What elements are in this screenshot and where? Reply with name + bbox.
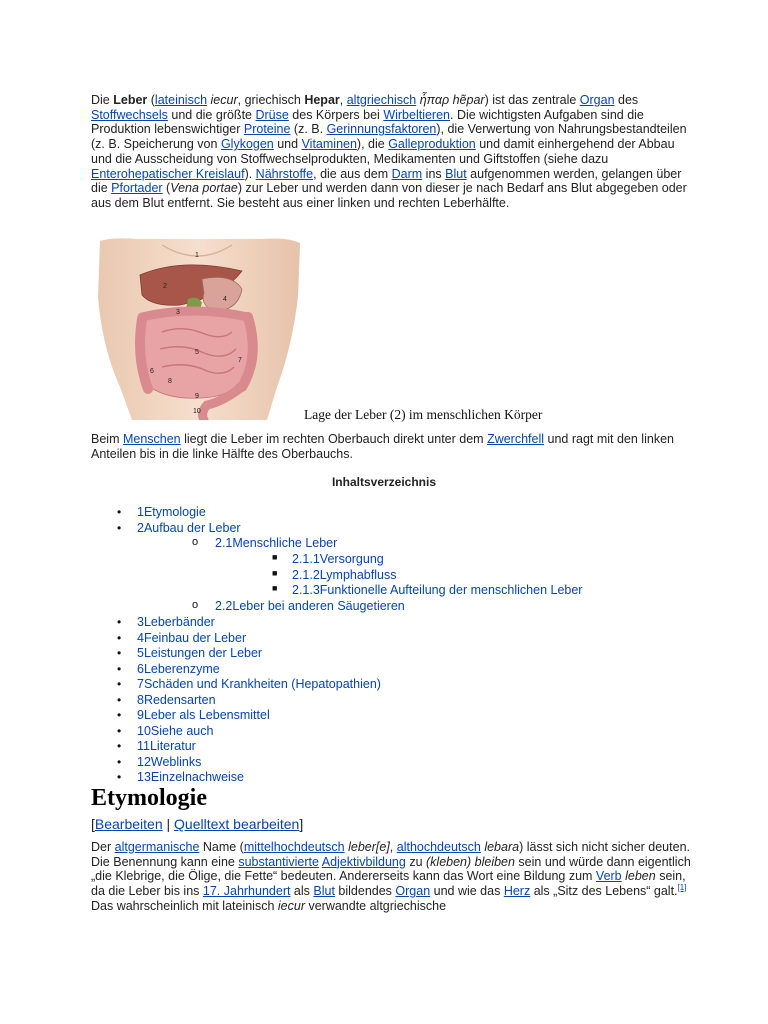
toc-item-lebensmittel[interactable]: 9Leber als Lebensmittel [137,708,270,722]
link-druese[interactable]: Drüse [255,107,289,122]
link-blut[interactable]: Blut [445,166,467,181]
text: Beim [91,432,123,446]
text: und damit einhergehend der Abbau und die Ausscheidung von Stoffwechselprodukten, Medikamenten und Giftstoffen (siehe dazu [91,137,675,166]
bracket: ] [299,816,304,832]
text: und [273,137,302,152]
toc-item-schaeden[interactable]: 7Schäden und Krankheiten (Hepatopathien) [137,677,381,691]
link-altgriechisch[interactable]: altgriechisch [346,93,417,107]
link-17-jahrhundert[interactable]: 17. Jahrhundert [202,884,291,899]
toc-item-lymphabfluss[interactable]: 2.1.2Lymphabfluss [292,567,397,582]
bullet-square: ■ [272,583,278,593]
intro-paragraph [91,93,691,211]
bullet-disc: • [117,520,122,535]
toc-item-menschliche-leber[interactable]: 2.1Menschliche Leber [215,536,338,550]
text: , die aus dem [313,166,392,181]
toc-item-leistungen[interactable]: 5Leistungen der Leber [137,646,263,660]
bullet-disc: • [117,692,122,707]
text: des Körpers bei [288,107,384,122]
figure-label-6: 6 [150,368,154,375]
text: Die [91,93,114,107]
term-lebere: leber[e] [348,840,390,854]
figure-label-3: 3 [176,309,180,316]
term-transliteration: hẽpar [452,93,485,107]
toc-item-andere-saeugetiere[interactable]: 2.2Leber bei anderen Säugetieren [215,599,405,613]
toc-item-funktionelle-aufteilung[interactable]: 2.1.3Funktionelle Aufteilung der menschlichen Leber [292,583,583,597]
figure-label-10: 10 [193,408,201,415]
link-organ[interactable]: Organ [579,93,615,107]
bullet-disc: • [117,770,122,784]
text: ), die Verwertung von Nahrungsbestandteilen (z. B. Speicherung von [91,122,687,152]
bullet-square: ■ [272,552,278,562]
text: und ragt mit den linken Anteilen bis in die linke Hälfte des Oberbauchs. [91,432,674,461]
link-organ[interactable]: Organ [395,884,431,899]
toc-item-etymologie[interactable]: 1Etymologie [137,505,206,519]
text: des [614,93,639,107]
bullet-disc: • [117,646,122,660]
toc-item-weblinks[interactable]: 12Weblinks [137,754,202,769]
footnote-ref-1[interactable]: [1] [677,882,687,892]
text: sein und würde dann eigentlich „die Klebrige, die Ölige, die Fette“ bedeuten. Andererseits kann das Wort eine Bildung zum [91,854,691,884]
text: Der [91,840,115,854]
text: und wie das [430,884,504,899]
link-herz[interactable]: Herz [503,884,531,899]
link-stoffwechsel[interactable]: Stoffwechsels [91,107,168,122]
text: ). [244,166,256,181]
term-leber: Leber [113,93,148,107]
link-proteine[interactable]: Proteine [243,122,291,137]
text: ins [422,166,446,181]
text: , [339,93,347,107]
link-wirbeltiere[interactable]: Wirbeltieren [383,107,450,122]
torso-illustration [92,237,304,420]
link-galleproduktion[interactable]: Galleproduktion [388,137,476,152]
bullet-disc: • [117,739,122,753]
bullet-disc: • [117,677,122,691]
toc-item-einzelnachweise[interactable]: 13Einzelnachweise [137,770,245,784]
edit-links [91,816,303,832]
bullet-circle: o [192,599,199,611]
toc-item-feinbau[interactable]: 4Feinbau der Leber [137,630,247,645]
text: ( [162,181,171,196]
text: ( [147,93,155,107]
figure-label-9: 9 [195,393,199,400]
text: ), die [356,137,389,152]
toc-title: Inhaltsverzeichnis [331,475,437,489]
link-altgermanisch[interactable]: altgermanische [114,840,200,854]
toc-item-versorgung[interactable]: 2.1.1Versorgung [292,552,384,566]
text: als [290,884,314,899]
text: ) ist das zentrale [484,93,580,107]
link-verb[interactable]: Verb [595,869,622,884]
toc-item-leberenzyme[interactable]: 6Leberenzyme [137,661,220,676]
toc-item-literatur[interactable]: 11Literatur [137,739,196,753]
bullet-disc: • [117,661,122,676]
text: verwandte altgriechische [304,898,447,913]
toc-item-redensarten[interactable]: 8Redensarten [137,692,216,707]
bullet-disc: • [117,505,122,519]
figure-caption: Lage der Leber (2) im menschlichen Körper [304,407,543,422]
text: als „Sitz des Lebens“ galt. [530,884,678,899]
link-substantivierung[interactable]: substantivierte [238,854,319,869]
text: , griechisch [237,93,305,107]
figure-label-4: 4 [223,296,227,303]
text: liegt die Leber im rechten Oberbauch direkt unter dem [180,432,488,446]
bullet-circle: o [192,536,199,548]
term-iecur: iecur [277,898,305,913]
section-heading-etymologie: Etymologie [91,785,207,811]
figure-label-1: 1 [195,252,199,259]
location-paragraph [91,432,691,461]
text: bildendes [334,884,396,899]
bullet-disc: • [117,723,122,738]
term-hepar: Hepar [304,93,340,107]
term-vena-portae: Vena portae [170,181,238,196]
link-blut[interactable]: Blut [313,884,335,899]
edit-link[interactable]: Bearbeiten [94,816,163,832]
text: , [389,840,397,854]
text: zu [405,854,426,869]
bullet-disc: • [117,754,122,769]
text: ) zur Leber und werden dann von dieser je nach Bedarf ans Blut abgegeben oder aus dem Blut entfernt. Sie besteht aus einer linken und rechten Leberhälfte. [91,181,687,210]
bullet-disc: • [117,615,122,629]
figure-label-7: 7 [238,357,242,364]
text: Das wahrscheinlich mit lateinisch [91,898,278,913]
etymology-paragraph [91,840,691,914]
figure-label-2: 2 [163,283,167,290]
term-leben: leben [625,869,656,884]
text: . Die wichtigsten Aufgaben sind die Produktion lebenswichtiger [91,107,644,137]
bullet-disc: • [117,708,122,722]
bracket: [ [91,816,95,832]
edit-source-link[interactable]: Quelltext bearbeiten [174,816,300,832]
bullet-disc: • [117,630,122,645]
bullet-square: ■ [272,567,278,578]
toc-item-siehe-auch[interactable]: 10Siehe auch [137,723,214,738]
figure-label-8: 8 [168,378,172,385]
link-adjektivbildung[interactable]: Adjektivbildung [321,854,406,869]
link-vitamine[interactable]: Vitaminen [301,137,357,152]
anatomy-figure [92,237,304,420]
separator: | [162,816,175,832]
link-naehrstoffe[interactable]: Nährstoffe [255,166,314,181]
link-menschen[interactable]: Menschen [122,432,181,446]
link-glykogen[interactable]: Glykogen [220,137,274,152]
link-darm[interactable]: Darm [391,166,423,181]
link-zwerchfell[interactable]: Zwerchfell [487,432,545,446]
text: und die größte [167,107,256,122]
link-gerinnungsfaktoren[interactable]: Gerinnungsfaktoren [326,122,437,137]
term-iecur: iecur [210,93,238,107]
link-lateinisch[interactable]: lateinisch [154,93,208,107]
text: (z. B. [290,122,327,137]
text: Name ( [199,840,244,854]
term-greek: ἧπαρ [419,93,450,107]
term-lebara: lebara [484,840,520,854]
link-enterohepatischer-kreislauf[interactable]: Enterohepatischer Kreislauf [91,166,245,181]
toc-item-leberbaender[interactable]: 3Leberbänder [137,615,215,629]
text: sein, da die Leber bis ins [91,869,686,899]
text: aufgenommen werden, gelangen über die [91,166,682,196]
figure-label-5: 5 [195,349,199,356]
link-althochdeutsch[interactable]: althochdeutsch [396,840,481,854]
term-kleben: (kleben) bleiben [426,854,515,869]
toc-item-aufbau[interactable]: 2Aufbau der Leber [137,520,241,535]
link-mittelhochdeutsch[interactable]: mittelhochdeutsch [243,840,345,854]
text: ) lässt sich nicht sicher deuten. Die Benennung kann eine [91,840,690,869]
link-pfortader[interactable]: Pfortader [111,181,163,196]
